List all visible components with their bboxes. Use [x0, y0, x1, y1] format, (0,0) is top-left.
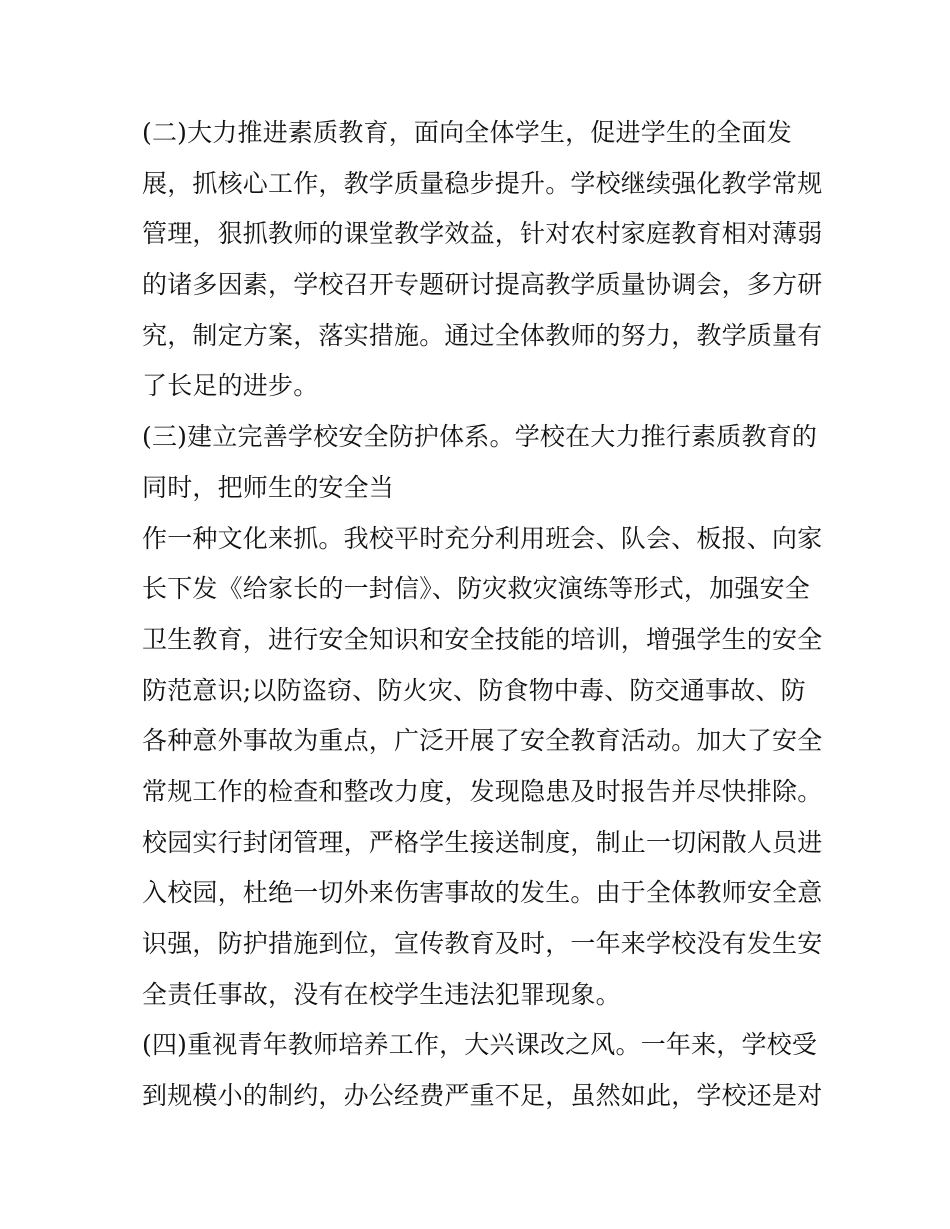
- text-line: 各种意外事故为重点，广泛开展了安全教育活动。加大了安全: [142, 726, 823, 756]
- text-line: 管理，狠抓教师的课堂教学效益，针对农村家庭教育相对薄弱: [142, 219, 823, 249]
- text-line: 了长足的进步。: [142, 371, 319, 401]
- text-line: 全责任事故，没有在校学生违法犯罪现象。: [142, 979, 621, 1009]
- text-line: 同时，把师生的安全当: [142, 472, 395, 502]
- body-text: [142, 108, 822, 1122]
- text-line: 识强，防护措施到位，宣传教育及时，一年来学校没有发生安: [142, 929, 823, 958]
- text-line: 作一种文化来抓。我校平时充分利用班会、队会、板报、向家: [142, 523, 823, 553]
- text-line: 入校园，杜绝一切外来伤害事故的发生。由于全体教师安全意: [142, 878, 823, 908]
- text-line: 常规工作的检查和整改力度，发现隐患及时报告并尽快排除。: [142, 776, 823, 806]
- text-line: 长下发《给家长的一封信》、防灾救灾演练等形式，加强安全: [142, 574, 810, 604]
- text-line: 卫生教育，进行安全知识和安全技能的培训，增强学生的安全: [142, 624, 823, 654]
- text-line: (四)重视青年教师培养工作，大兴课改之风。一年来，学校受: [142, 1030, 818, 1060]
- text-line: 的诸多因素，学校召开专题研讨提高教学质量协调会，多方研: [142, 270, 823, 300]
- text-line: 到规模小的制约，办公经费严重不足，虽然如此，学校还是对: [142, 1081, 823, 1111]
- text-line: 防范意识;以防盗窃、防火灾、防食物中毒、防交通事故、防: [142, 675, 806, 705]
- text-line: 校园实行封闭管理，严格学生接送制度，制止一切闲散人员进: [142, 827, 823, 857]
- text-line: (二)大力推进素质教育，面向全体学生，促进学生的全面发: [142, 118, 792, 147]
- text-line: (三)建立完善学校安全防护体系。学校在大力推行素质教育的: [142, 422, 818, 452]
- text-line: 展，抓核心工作，教学质量稳步提升。学校继续强化教学常规: [142, 168, 823, 198]
- text-line: 究，制定方案，落实措施。通过全体教师的努力，教学质量有: [142, 320, 823, 350]
